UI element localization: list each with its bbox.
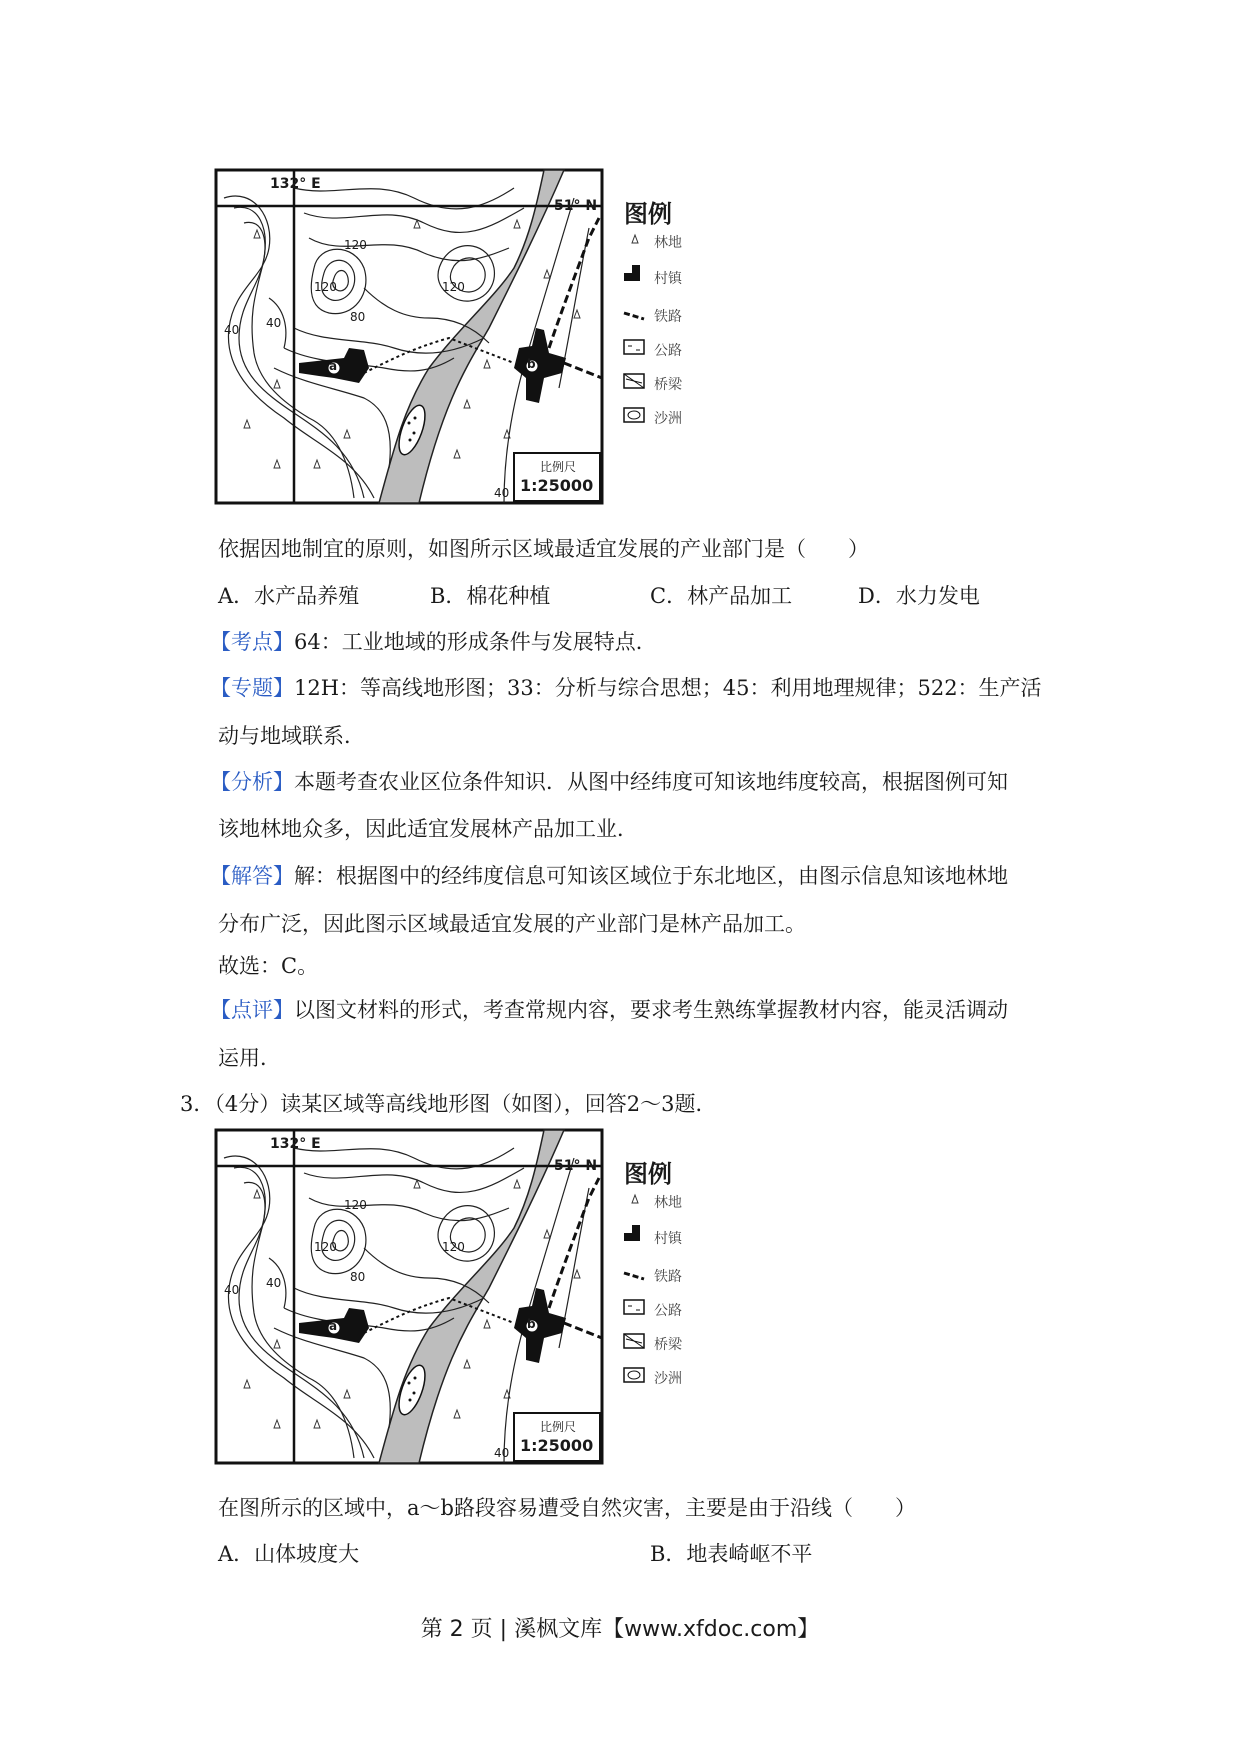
legend-title: 图例 [624, 200, 672, 228]
contour-map [214, 168, 694, 512]
jieda-text: 解：根据图中的经纬度信息可知该区域位于东北地区，由图示信息知该地林地 [294, 864, 1008, 888]
q2-option-b: B．棉花种植 [430, 584, 551, 608]
fenxi-tag: 【分析】 [210, 770, 294, 794]
q2-option-a: A．水产品养殖 [218, 584, 360, 608]
page-footer: 第 2 页 | 溪枫文库【www.xfdoc.com】 [420, 1617, 820, 1642]
dianping-tag: 【点评】 [210, 998, 294, 1022]
contour-label: 120 [314, 280, 337, 294]
answer-line: 故选：C。 [218, 954, 319, 978]
fenxi-text-cont: 该地林地众多，因此适宜发展林产品加工业． [218, 817, 638, 841]
contour-label: 80 [350, 310, 366, 324]
kaodian-tag: 【考点】 [210, 630, 294, 654]
contour-map-figure [214, 168, 694, 508]
contour-label: 40 [266, 1276, 282, 1290]
kaodian-text: 64：工业地域的形成条件与发展特点． [294, 630, 657, 654]
zhuanti-text-cont: 动与地域联系． [218, 724, 365, 748]
latitude-label: 51° N [554, 198, 598, 214]
scale-value: 1:25000 [520, 476, 594, 495]
q3-option-b: B．地表崎岖不平 [650, 1542, 813, 1566]
legend-bridge: 桥梁 [654, 377, 682, 393]
q2-option-d: D．水力发电 [858, 584, 980, 608]
contour-label: 40 [494, 1446, 510, 1460]
legend-town: 村镇 [654, 271, 682, 287]
legend-road: 公路 [654, 343, 682, 359]
scale-value: 1:25000 [520, 1436, 594, 1455]
contour-label: 40 [224, 323, 240, 337]
q3-intro: （4分）读某区域等高线地形图（如图），回答2～3题． [214, 1092, 717, 1116]
q3-option-a: A．山体坡度大 [218, 1542, 360, 1566]
legend-forest: 林地 [654, 235, 682, 251]
zhuanti-text: 12H：等高线地形图；33：分析与综合思想；45：利用地理规律；522：生产活 [294, 676, 1042, 700]
longitude-label: 132° E [270, 176, 321, 192]
legend-forest: 林地 [654, 1195, 682, 1211]
kaodian-line [210, 628, 657, 656]
contour-label: 120 [314, 1240, 337, 1254]
legend-town: 村镇 [654, 1231, 682, 1247]
dianping-text-cont: 运用． [218, 1046, 281, 1070]
point-b-label: b [527, 357, 536, 371]
contour-label: 120 [344, 238, 367, 252]
legend-road: 公路 [654, 1303, 682, 1319]
point-b-label: b [527, 1317, 536, 1331]
contour-label: 120 [344, 1198, 367, 1212]
latitude-label: 51° N [554, 1158, 598, 1174]
jieda-line [210, 862, 1008, 890]
contour-label: 40 [266, 316, 282, 330]
contour-label: 120 [442, 280, 465, 294]
scale-title: 比例尺 [540, 1420, 577, 1434]
zhuanti-tag: 【专题】 [210, 676, 294, 700]
point-a-label: a [329, 1319, 338, 1333]
zhuanti-line [210, 674, 1042, 702]
dianping-line [210, 996, 1008, 1024]
scale-title: 比例尺 [540, 460, 577, 474]
fenxi-text: 本题考查农业区位条件知识．从图中经纬度可知该地纬度较高，根据图例可知 [294, 770, 1008, 794]
legend-railway: 铁路 [654, 309, 682, 325]
dianping-text: 以图文材料的形式，考查常规内容，要求考生熟练掌握教材内容，能灵活调动 [294, 998, 1008, 1022]
q3-header [180, 1090, 716, 1118]
contour-label: 120 [442, 1240, 465, 1254]
longitude-label: 132° E [270, 1136, 321, 1152]
jieda-text-cont: 分布广泛，因此图示区域最适宜发展的产业部门是林产品加工。 [218, 912, 806, 936]
contour-label: 80 [350, 1270, 366, 1284]
contour-map-figure-2 [214, 1128, 694, 1468]
legend-title: 图例 [624, 1160, 672, 1188]
legend-railway: 铁路 [654, 1269, 682, 1285]
contour-label: 40 [224, 1283, 240, 1297]
legend-bridge: 桥梁 [654, 1337, 682, 1353]
jieda-tag: 【解答】 [210, 864, 294, 888]
legend-sandbar: 沙洲 [654, 1371, 682, 1387]
q2-stem: 依据因地制宜的原则，如图所示区域最适宜发展的产业部门是（ ） [218, 537, 869, 561]
point-a-label: a [329, 359, 338, 373]
contour-map [214, 1128, 694, 1472]
legend-sandbar: 沙洲 [654, 411, 682, 427]
contour-label: 40 [494, 486, 510, 500]
q3-number: 3． [180, 1092, 215, 1116]
fenxi-line [210, 768, 1008, 796]
q3-stem: 在图所示的区域中，a～b路段容易遭受自然灾害，主要是由于沿线（ ） [218, 1496, 916, 1520]
q2-option-c: C．林产品加工 [650, 584, 793, 608]
